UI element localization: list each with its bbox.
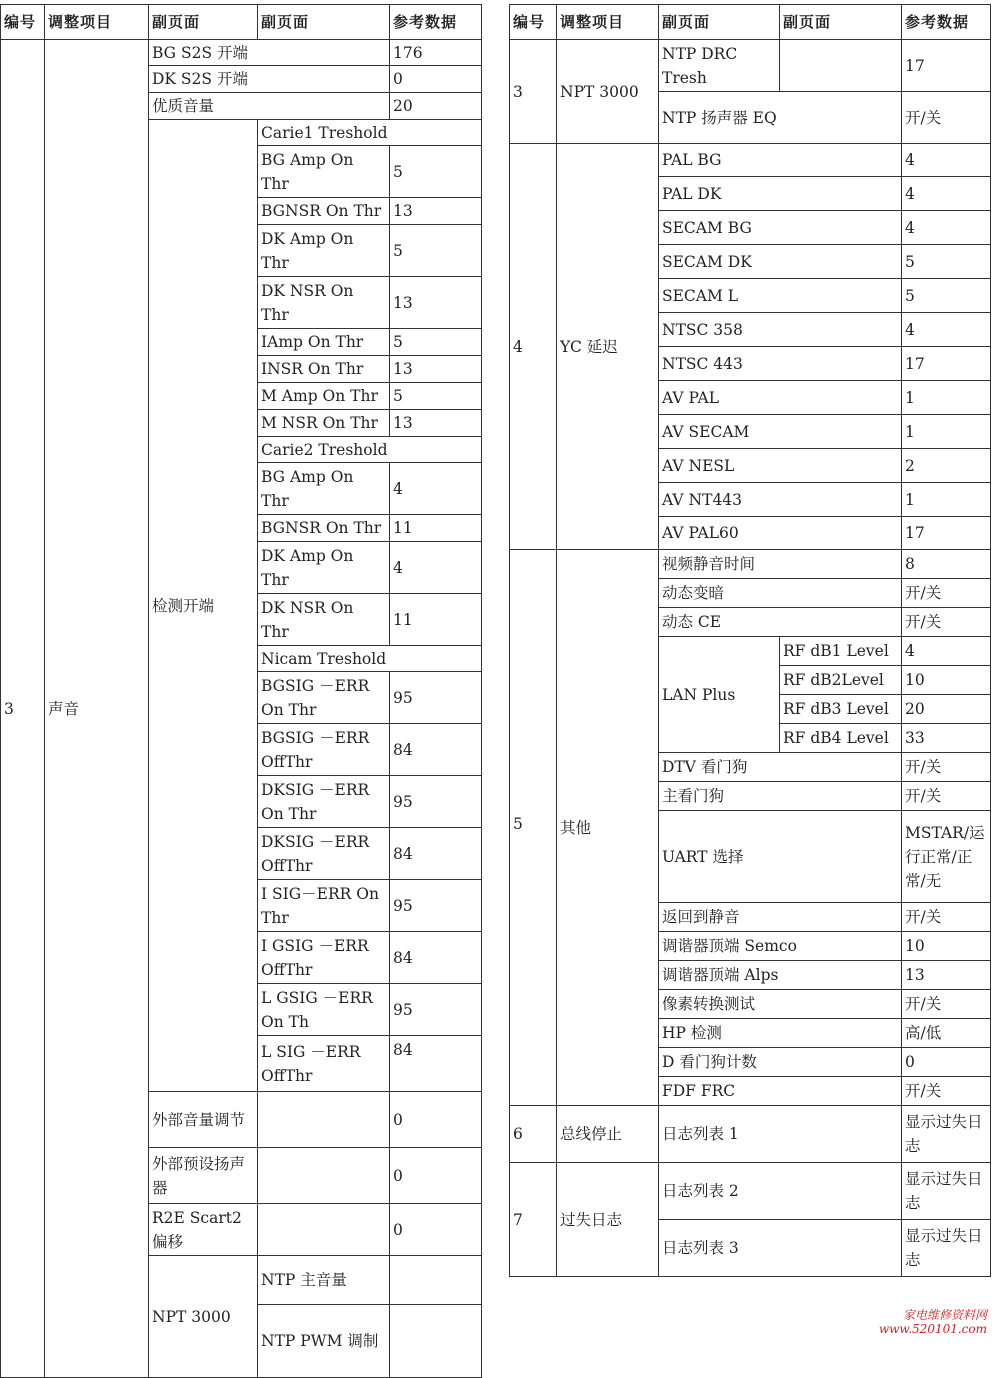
param-value: 1 [902,483,991,517]
param-label: BG S2S 开端 [149,40,390,66]
param-value: 2 [902,449,991,483]
param-label: 视频静音时间 [659,550,902,579]
param-label: DK NSR On Thr [258,594,390,646]
col-header-item: 调整项目 [557,5,659,40]
col-header-no: 编号 [510,5,557,40]
param-label: NTP 主音量 [258,1256,390,1305]
param-value: 33 [902,724,991,753]
param-label: 外部音量调节 [149,1092,258,1148]
param-label: RF dB3 Level [780,695,902,724]
param-value: 176 [390,40,482,66]
item-yc-delay: YC 延迟 [557,144,659,550]
group-number: 5 [513,815,523,833]
param-label: BG Amp On Thr [258,146,390,198]
empty-cell [390,1305,482,1378]
param-label: RF dB1 Level [780,637,902,666]
param-value: 1 [902,415,991,449]
right-table [509,4,991,1277]
empty-cell [780,40,902,92]
param-value: 开/关 [902,92,991,144]
param-value: 20 [902,695,991,724]
param-value: 95 [390,672,482,724]
param-label: SECAM DK [659,245,902,279]
col-header-ref: 参考数据 [902,5,991,40]
param-value: 4 [390,463,482,515]
header-row [1,5,482,40]
param-value: 5 [902,245,991,279]
header-row [510,5,991,40]
param-value: 0 [902,1048,991,1077]
col-header-item: 调整项目 [45,5,149,40]
param-value: 开/关 [902,579,991,608]
param-value: 高/低 [902,1019,991,1048]
param-label: AV NESL [659,449,902,483]
col-header-sub2: 副页面 [780,5,902,40]
param-value: 5 [390,383,482,410]
param-value: 4 [902,177,991,211]
item-error-log: 过失日志 [557,1163,659,1277]
param-label: BGSIG －ERR OffThr [258,724,390,776]
param-value: 13 [902,961,991,990]
col-header-sub2: 副页面 [258,5,390,40]
param-value: 开/关 [902,753,991,782]
item-detect: 检测开端 [149,120,258,1092]
param-value: 11 [390,594,482,646]
param-value: 显示过失日志 [902,1163,991,1220]
param-label: 动态变暗 [659,579,902,608]
param-label: I GSIG －ERR OffThr [258,932,390,984]
param-value: 5 [390,146,482,198]
param-value: 0 [390,66,482,93]
param-value: 95 [390,880,482,932]
param-value: 1 [902,381,991,415]
param-value: 开/关 [902,608,991,637]
col-header-no: 编号 [1,5,45,40]
group-number: 7 [510,1163,557,1277]
watermark [879,1308,987,1336]
param-label: 主看门狗 [659,782,902,811]
item-npt: NPT 3000 [557,40,659,144]
param-value: 开/关 [902,903,991,932]
param-value: MSTAR/运行正常/正常/无 [902,811,991,903]
col-header-ref: 参考数据 [390,5,482,40]
param-label: 动态 CE [659,608,902,637]
param-value: 开/关 [902,1077,991,1106]
section-label: Carie1 Treshold [258,120,482,146]
param-label: DTV 看门狗 [659,753,902,782]
param-value: 84 [390,932,482,984]
param-label: NTSC 443 [659,347,902,381]
param-label: FDF FRC [659,1077,902,1106]
param-value: 5 [390,329,482,356]
empty-cell [390,1256,482,1305]
param-label: SECAM BG [659,211,902,245]
param-label: SECAM L [659,279,902,313]
param-value: 4 [902,211,991,245]
group-number-5-cell [510,550,557,1106]
param-label: 日志列表 3 [659,1220,902,1277]
param-label: L GSIG －ERR On Th [258,984,390,1036]
empty-cell [258,1148,390,1204]
watermark-line1: 家电维修资料网 [902,1308,987,1322]
param-label: NTP PWM 调制 [258,1305,390,1378]
param-value: 0 [390,1148,482,1204]
group-number: 4 [510,144,557,550]
param-label: AV PAL60 [659,517,902,550]
param-label: DK Amp On Thr [258,542,390,594]
param-value: 95 [390,776,482,828]
param-value: 17 [902,517,991,550]
item-bus-stop: 总线停止 [557,1106,659,1163]
param-value: 11 [390,515,482,542]
param-label: DKSIG －ERR On Thr [258,776,390,828]
watermark-line2: www.520101.com [878,1322,987,1336]
param-value: 17 [902,40,991,92]
param-label: IAmp On Thr [258,329,390,356]
param-label: NTP DRC Tresh [659,40,780,92]
param-label: LAN Plus [659,637,780,753]
param-label: PAL DK [659,177,902,211]
param-label: AV NT443 [659,483,902,517]
param-label: M Amp On Thr [258,383,390,410]
param-label: L SIG －ERR OffThr [258,1036,390,1092]
group-number: 3 [1,40,45,1378]
param-label: 优质音量 [149,93,390,120]
param-label: DK Amp On Thr [258,225,390,277]
empty-cell [258,1204,390,1256]
param-label: 日志列表 1 [659,1106,902,1163]
param-value: 13 [390,277,482,329]
param-value: 开/关 [902,782,991,811]
param-value: 10 [902,666,991,695]
param-label: HP 检测 [659,1019,902,1048]
param-value: 4 [902,637,991,666]
param-value: 84 [390,724,482,776]
param-label: UART 选择 [659,811,902,903]
param-label: BGNSR On Thr [258,515,390,542]
param-value: 显示过失日志 [902,1220,991,1277]
param-value: 显示过失日志 [902,1106,991,1163]
col-header-sub1: 副页面 [659,5,780,40]
param-value: 10 [902,932,991,961]
param-label: DKSIG －ERR OffThr [258,828,390,880]
param-label: PAL BG [659,144,902,177]
param-value: 5 [902,279,991,313]
param-label: DK NSR On Thr [258,277,390,329]
param-label: BGSIG －ERR On Thr [258,672,390,724]
param-label: R2E Scart2 偏移 [149,1204,258,1256]
param-label: 调谐器顶端 Alps [659,961,902,990]
param-label: INSR On Thr [258,356,390,383]
left-table [0,4,482,1378]
item-sound: 声音 [45,40,149,1378]
param-value: 13 [390,410,482,437]
section-label: Nicam Treshold [258,646,482,672]
param-label: AV PAL [659,381,902,415]
param-label: NTSC 358 [659,313,902,347]
param-label: BG Amp On Thr [258,463,390,515]
param-value: 17 [902,347,991,381]
param-value: 4 [902,144,991,177]
param-label: BGNSR On Thr [258,198,390,225]
section-label: Carie2 Treshold [258,437,482,463]
group-number: 6 [510,1106,557,1163]
param-value: 0 [390,1204,482,1256]
param-value: 5 [390,225,482,277]
param-label: M NSR On Thr [258,410,390,437]
param-label: 调谐器顶端 Semco [659,932,902,961]
param-label: 日志列表 2 [659,1163,902,1220]
group-number: 3 [510,40,557,144]
param-label: 外部预设扬声器 [149,1148,258,1204]
param-value: 开/关 [902,990,991,1019]
item-npt: NPT 3000 [149,1256,258,1378]
param-label: RF dB2Level [780,666,902,695]
param-label: RF dB4 Level [780,724,902,753]
param-label: 像素转换测试 [659,990,902,1019]
empty-cell [258,1092,390,1148]
param-label: 返回到静音 [659,903,902,932]
col-header-sub1: 副页面 [149,5,258,40]
param-value: 0 [390,1092,482,1148]
item-other: 其他 [557,550,659,1106]
param-value: 4 [902,313,991,347]
param-label: D 看门狗计数 [659,1048,902,1077]
param-value: 95 [390,984,482,1036]
param-value: 13 [390,356,482,383]
param-label: NTP 扬声器 EQ [659,92,902,144]
param-value: 84 [390,1036,482,1092]
param-value: 4 [390,542,482,594]
param-value: 13 [390,198,482,225]
param-value: 84 [390,828,482,880]
param-value: 20 [390,93,482,120]
param-value: 8 [902,550,991,579]
param-label: DK S2S 开端 [149,66,390,93]
param-label: AV SECAM [659,415,902,449]
param-label: I SIG－ERR On Thr [258,880,390,932]
